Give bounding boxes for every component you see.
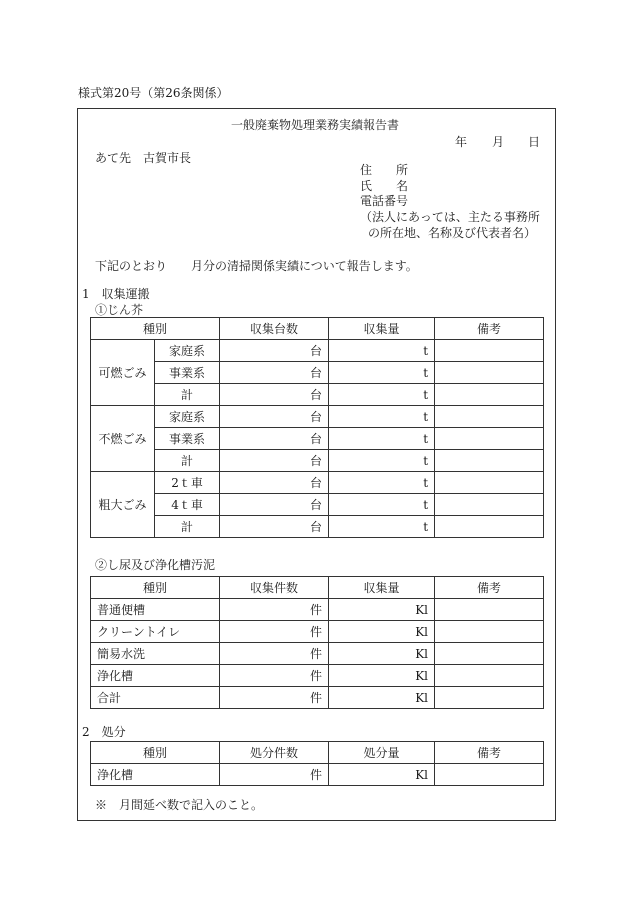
table-row (91, 450, 544, 472)
header-count: 収集件数 (220, 577, 329, 599)
amount-cell[interactable]: t (329, 450, 435, 472)
count-cell[interactable]: 台 (220, 362, 329, 384)
header-amount: 処分量 (329, 742, 435, 764)
amount-cell[interactable]: t (329, 362, 435, 384)
amount-cell[interactable]: Kl (329, 643, 435, 665)
row-label: 家庭系 (155, 340, 220, 362)
remarks-cell[interactable] (435, 472, 544, 494)
table-row (91, 516, 544, 538)
table-header-row (91, 577, 544, 599)
amount-cell[interactable]: Kl (329, 599, 435, 621)
group-label: 可燃ごみ (91, 340, 155, 406)
count-cell[interactable]: 件 (220, 687, 329, 709)
row-label: 2ｔ車 (155, 472, 220, 494)
remarks-cell[interactable] (435, 384, 544, 406)
amount-cell[interactable]: t (329, 472, 435, 494)
count-cell[interactable]: 件 (220, 764, 329, 786)
date-year[interactable]: 年 (455, 135, 468, 149)
form-number: 様式第20号（第26条関係） (78, 86, 229, 100)
header-remarks: 備考 (435, 318, 544, 340)
sub2-heading: ②し尿及び浄化槽汚泥 (95, 558, 216, 572)
disposal-table (90, 741, 544, 786)
row-label: 計 (155, 450, 220, 472)
footnote: ※ 月間延べ数で記入のこと。 (95, 798, 264, 812)
table-row (91, 687, 544, 709)
count-cell[interactable]: 台 (220, 494, 329, 516)
document-title: 一般廃棄物処理業務実績報告書 (230, 118, 399, 132)
table-row (91, 384, 544, 406)
table-header-row (91, 742, 544, 764)
header-amount: 収集量 (329, 577, 435, 599)
count-cell[interactable]: 台 (220, 516, 329, 538)
table-row (91, 472, 544, 494)
header-remarks: 備考 (435, 577, 544, 599)
table-row (91, 406, 544, 428)
addressee: あて先 古賀市長 (95, 151, 192, 165)
table-row (91, 494, 544, 516)
table-header-row (91, 318, 544, 340)
table-row (91, 764, 544, 786)
row-label: 合計 (91, 687, 220, 709)
amount-cell[interactable]: t (329, 340, 435, 362)
amount-cell[interactable]: Kl (329, 687, 435, 709)
count-cell[interactable]: 件 (220, 643, 329, 665)
header-type: 種別 (91, 742, 220, 764)
row-label: 簡易水洗 (91, 643, 220, 665)
table-row (91, 362, 544, 384)
row-label: 浄化槽 (91, 764, 220, 786)
amount-cell[interactable]: t (329, 384, 435, 406)
section2-heading: 2 処分 (82, 725, 126, 739)
applicant-note-line1: （法人にあっては、主たる事務所 (360, 210, 540, 224)
header-count: 処分件数 (220, 742, 329, 764)
remarks-cell[interactable] (435, 450, 544, 472)
applicant-address-label: 住 所 (360, 163, 409, 177)
count-cell[interactable]: 台 (220, 472, 329, 494)
count-cell[interactable]: 台 (220, 406, 329, 428)
amount-cell[interactable]: Kl (329, 764, 435, 786)
table-row (91, 665, 544, 687)
row-label: 4ｔ車 (155, 494, 220, 516)
remarks-cell[interactable] (435, 665, 544, 687)
date-month[interactable]: 月 (492, 135, 505, 149)
group-label: 不燃ごみ (91, 406, 155, 472)
count-cell[interactable]: 台 (220, 384, 329, 406)
section1-heading: 1 収集運搬 (82, 287, 150, 301)
row-label: 事業系 (155, 362, 220, 384)
date-day[interactable]: 日 (528, 135, 541, 149)
remarks-cell[interactable] (435, 599, 544, 621)
remarks-cell[interactable] (435, 516, 544, 538)
remarks-cell[interactable] (435, 687, 544, 709)
count-cell[interactable]: 件 (220, 621, 329, 643)
amount-cell[interactable]: t (329, 428, 435, 450)
header-type: 種別 (91, 318, 220, 340)
header-remarks: 備考 (435, 742, 544, 764)
amount-cell[interactable]: t (329, 494, 435, 516)
night-soil-table (90, 576, 544, 709)
remarks-cell[interactable] (435, 621, 544, 643)
table-row (91, 428, 544, 450)
applicant-note-line2: の所在地、名称及び代表者名） (368, 226, 537, 240)
remarks-cell[interactable] (435, 340, 544, 362)
header-type: 種別 (91, 577, 220, 599)
remarks-cell[interactable] (435, 406, 544, 428)
remarks-cell[interactable] (435, 494, 544, 516)
table-row (91, 599, 544, 621)
amount-cell[interactable]: t (329, 516, 435, 538)
garbage-table (90, 317, 544, 538)
count-cell[interactable]: 台 (220, 450, 329, 472)
sub1-heading: ①じん芥 (95, 303, 144, 317)
count-cell[interactable]: 台 (220, 428, 329, 450)
row-label: 計 (155, 516, 220, 538)
applicant-name-label: 氏 名 (360, 179, 409, 193)
remarks-cell[interactable] (435, 428, 544, 450)
header-amount: 収集量 (329, 318, 435, 340)
count-cell[interactable]: 件 (220, 599, 329, 621)
row-label: 浄化槽 (91, 665, 220, 687)
group-label: 粗大ごみ (91, 472, 155, 538)
table-row (91, 621, 544, 643)
row-label: 家庭系 (155, 406, 220, 428)
amount-cell[interactable]: Kl (329, 665, 435, 687)
remarks-cell[interactable] (435, 362, 544, 384)
remarks-cell[interactable] (435, 764, 544, 786)
row-label: 事業系 (155, 428, 220, 450)
applicant-phone-label: 電話番号 (360, 194, 409, 208)
row-label: クリーントイレ (91, 621, 220, 643)
amount-cell[interactable]: t (329, 406, 435, 428)
table-row (91, 340, 544, 362)
count-cell[interactable]: 件 (220, 665, 329, 687)
amount-cell[interactable]: Kl (329, 621, 435, 643)
count-cell[interactable]: 台 (220, 340, 329, 362)
table-row (91, 643, 544, 665)
intro-text: 下記のとおり 月分の清掃関係実績について報告します。 (95, 259, 418, 273)
row-label: 計 (155, 384, 220, 406)
header-count: 収集台数 (220, 318, 329, 340)
row-label: 普通便槽 (91, 599, 220, 621)
remarks-cell[interactable] (435, 643, 544, 665)
